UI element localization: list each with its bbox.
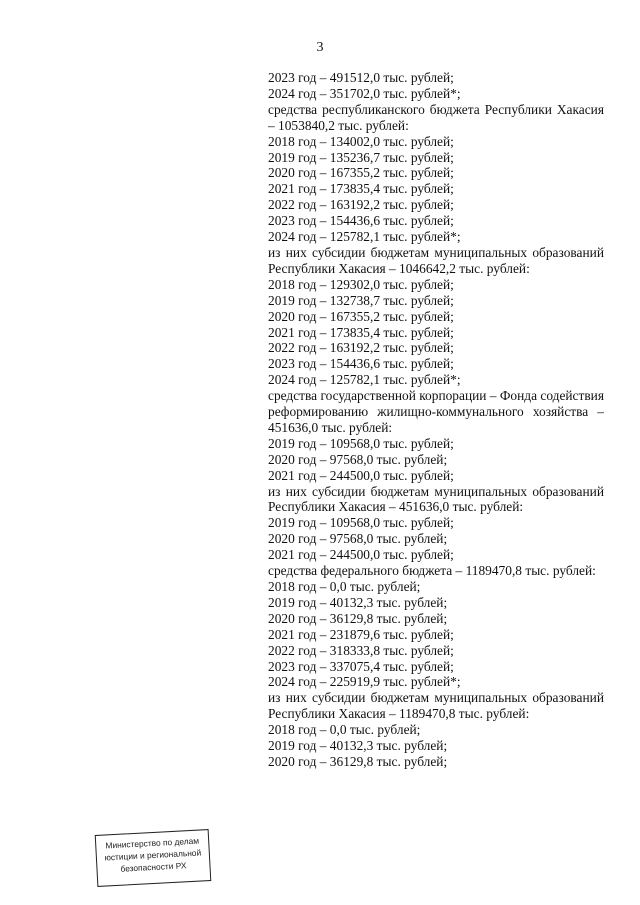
stamp-line: юстиции и региональной [104,847,202,863]
year-amount-line: 2023 год – 491512,0 тыс. рублей; [268,70,454,85]
year-amount-line: 2019 год – 132738,7 тыс. рублей; [268,292,454,308]
year-amount-line: 2020 год – 167355,2 тыс. рублей; [268,165,454,181]
paragraph: из них субсидии бюджетам муниципальных образований Республики Хакасия – 451636,0 тыс. рублей: [268,483,604,515]
year-amount-line: 2019 год – 40132,3 тыс. рублей; [268,594,448,610]
year-amount-line: 2022 год – 163192,2 тыс. рублей; [268,197,454,213]
year-amount-line: 2018 год – 0,0 тыс. рублей; [268,579,421,594]
year-amount-line: 2020 год – 97568,0 тыс. рублей; [268,451,448,467]
document-body [268,70,604,770]
paragraph: из них субсидии бюджетам муниципальных образований Республики Хакасия – 1046642,2 тыс. рублей: [268,244,604,276]
paragraph: средства республиканского бюджета Республики Хакасия – 1053840,2 тыс. рублей: [268,101,604,133]
stamp-line: безопасности РХ [120,860,187,874]
page-number: 3 [316,40,324,55]
paragraph: средства федерального бюджета – 1189470,8 тыс. рублей: [268,563,596,579]
year-amount-line: 2018 год – 134002,0 тыс. рублей; [268,133,454,149]
year-amount-line: 2020 год – 167355,2 тыс. рублей; [268,308,454,324]
year-amount-line: 2024 год – 225919,9 тыс. рублей*; [268,674,461,690]
year-amount-line: 2022 год – 318333,8 тыс. рублей; [268,642,454,658]
year-amount-line: 2020 год – 97568,0 тыс. рублей; [268,531,448,547]
year-amount-line: 2024 год – 125782,1 тыс. рублей*; [268,229,461,245]
year-amount-line: 2024 год – 125782,1 тыс. рублей*; [268,372,461,388]
year-amount-line: 2019 год – 135236,7 тыс. рублей; [268,149,454,165]
year-amount-line: 2021 год – 244500,0 тыс. рублей; [268,467,454,483]
year-amount-line: 2021 год – 231879,6 тыс. рублей; [268,626,454,642]
year-amount-line: 2019 год – 40132,3 тыс. рублей; [268,738,448,754]
year-amount-line: 2019 год – 109568,0 тыс. рублей; [268,515,454,531]
year-amount-line: 2020 год – 36129,8 тыс. рублей; [268,753,448,769]
year-amount-line: 2018 год – 129302,0 тыс. рублей; [268,276,454,292]
year-amount-line: 2023 год – 154436,6 тыс. рублей; [268,213,454,229]
year-amount-line: 2018 год – 0,0 тыс. рублей; [268,722,421,738]
year-amount-line: 2019 год – 109568,0 тыс. рублей; [268,435,454,451]
year-amount-line: 2020 год – 36129,8 тыс. рублей; [268,610,448,626]
year-amount-line: 2023 год – 154436,6 тыс. рублей; [268,356,454,372]
registration-stamp [95,829,212,887]
paragraph: из них субсидии бюджетам муниципальных образований Республики Хакасия – 1189470,8 тыс. рублей: [268,690,604,722]
year-amount-line: 2022 год – 163192,2 тыс. рублей; [268,340,454,356]
year-amount-line: 2021 год – 173835,4 тыс. рублей; [268,181,454,197]
paragraph: средства государственной корпорации – Фонда содействия реформированию жилищно-коммунального хозяйства – 451636,0 тыс. рублей: [268,388,604,435]
year-amount-line: 2023 год – 337075,4 тыс. рублей; [268,658,454,674]
stamp-line: Министерство по делам [105,835,200,851]
year-amount-line: 2021 год – 244500,0 тыс. рублей; [268,547,454,563]
year-amount-line: 2024 год – 351702,0 тыс. рублей*; [268,85,461,101]
year-amount-line: 2021 год – 173835,4 тыс. рублей; [268,324,454,340]
